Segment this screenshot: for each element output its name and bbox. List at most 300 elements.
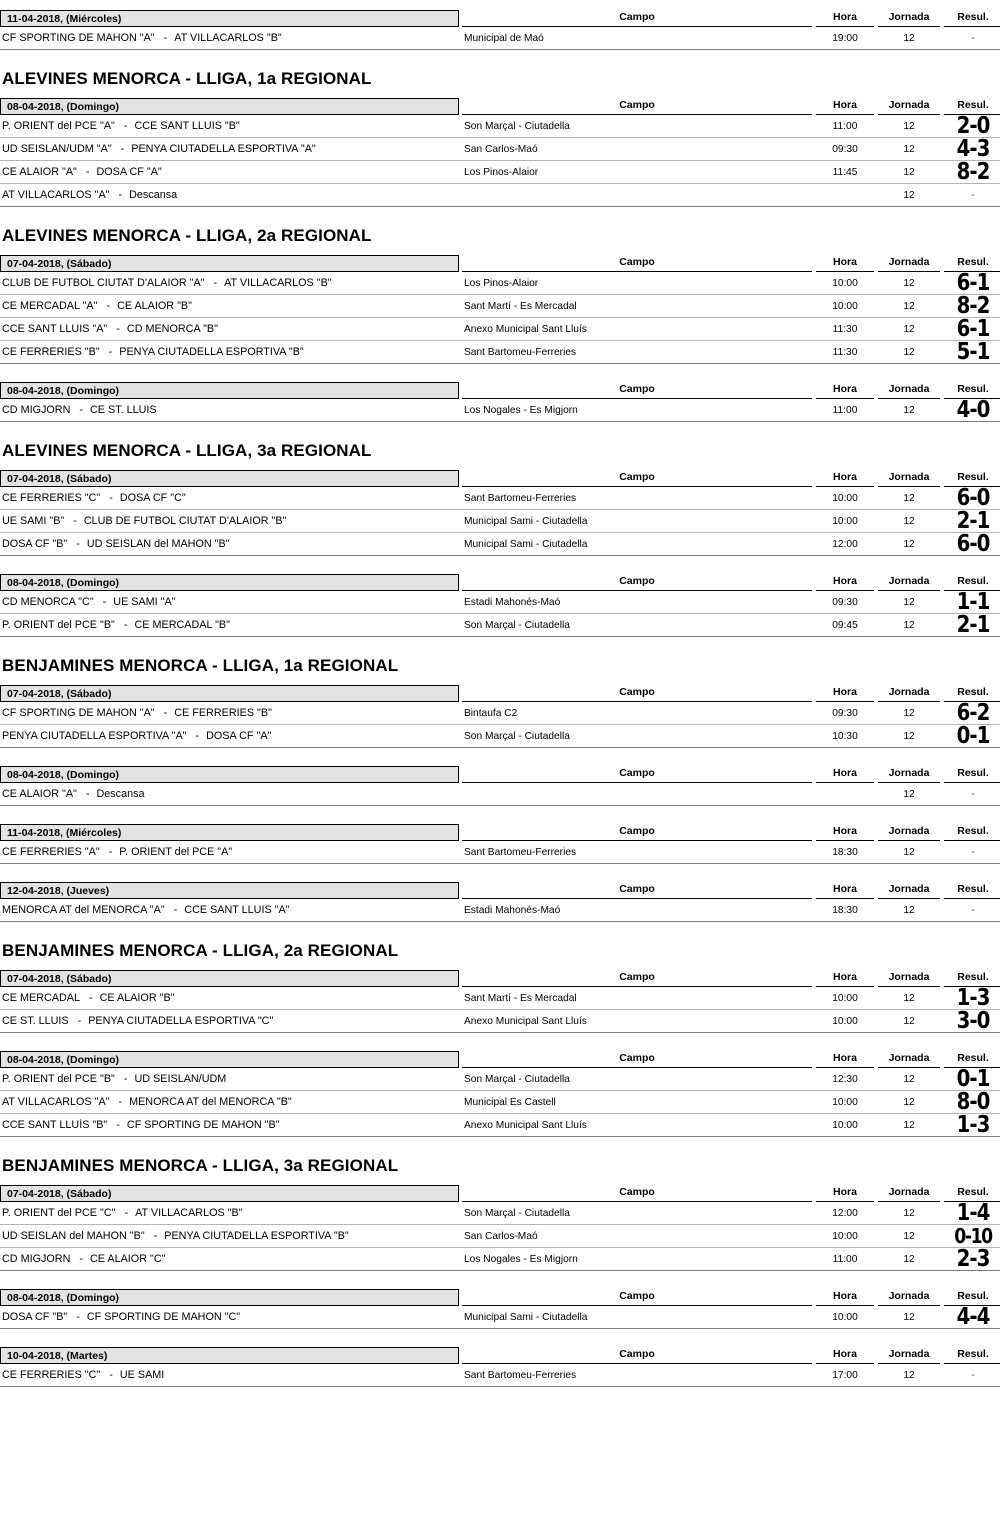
match-teams [0,120,459,132]
match-result: 6-1 [956,269,990,296]
match-result: 0-1 [956,1065,990,1092]
column-header-hora: Hora [816,98,874,115]
date-block-header [0,468,1000,487]
match-matchday: 12 [903,323,915,335]
vs-separator: - [79,404,83,416]
match-matchday: 12 [903,492,915,504]
vs-separator: - [123,619,128,631]
home-team: CD MIGJORN [2,404,71,416]
column-header-hora: Hora [816,1185,874,1202]
block-spacer [0,1033,1000,1049]
away-team: UE SAMI "A" [113,596,176,608]
column-header-campo: Campo [462,470,812,487]
match-venue: Son Marçal - Ciutadella [464,120,570,132]
match-venue: Municipal Sami - Ciutadella [464,538,588,550]
match-row [0,1088,1000,1115]
date-block-header [0,968,1000,987]
date-block-header [0,1287,1000,1306]
match-matchday: 12 [903,404,915,416]
column-header-jornada: Jornada [878,382,940,399]
match-result: - [971,1369,975,1381]
match-teams [0,1230,459,1242]
away-team: P. ORIENT del PCE "A" [119,846,233,858]
match-row [0,611,1000,638]
home-team: CE ALAIOR "A" [2,166,77,178]
section-title: ALEVINES MENORCA - LLIGA, 2a REGIONAL [2,226,372,245]
vs-separator: - [195,730,200,742]
match-row [0,588,1000,615]
match-result: 4-3 [956,135,990,162]
match-teams [0,1253,459,1265]
match-result: - [971,904,975,916]
match-matchday: 12 [903,1369,915,1381]
section-spacer [0,207,1000,219]
match-result: 1-3 [956,1111,990,1138]
vs-separator: - [89,992,93,1004]
away-team: CE MERCADAL "B" [134,619,230,631]
column-header-resul: Resul. [944,1347,1000,1364]
match-result: - [971,846,975,858]
top-spacer [0,0,1000,8]
vs-separator: - [116,1119,120,1131]
match-teams [0,323,459,335]
vs-separator: - [106,300,111,312]
match-venue: Los Nogales - Es Migjorn [464,1253,578,1265]
date-block [0,1183,1000,1271]
match-result: 2-0 [956,112,990,139]
match-matchday: 12 [903,300,915,312]
match-venue: Municipal Sami - Ciutadella [464,1311,588,1323]
away-team: CCE SANT LLUIS "B" [134,120,240,132]
column-header-campo: Campo [462,1051,812,1068]
away-team: AT VILLACARLOS "B" [135,1207,243,1219]
date-block [0,764,1000,806]
match-teams [0,515,459,527]
home-team: AT VILLACARLOS "A" [2,189,110,201]
column-header-jornada: Jornada [878,1289,940,1306]
column-header-resul: Resul. [944,824,1000,841]
column-header-campo: Campo [462,255,812,272]
match-venue: Son Marçal - Ciutadella [464,619,570,631]
match-venue: San Carlos-Maó [464,1230,538,1242]
match-teams [0,189,459,201]
match-time: 12:00 [832,1207,858,1219]
match-row [0,984,1000,1011]
match-result: 6-1 [956,315,990,342]
match-matchday: 12 [903,1207,915,1219]
match-time: 17:00 [832,1369,858,1381]
date-block [0,1287,1000,1329]
section-title: ALEVINES MENORCA - LLIGA, 1a REGIONAL [2,69,372,88]
match-row [0,184,1000,207]
column-header-jornada: Jornada [878,685,940,702]
column-header-resul: Resul. [944,1289,1000,1306]
column-header-hora: Hora [816,1289,874,1306]
date-block [0,1345,1000,1387]
match-row [0,315,1000,342]
away-team: CE ALAIOR "C" [90,1253,166,1265]
section-title: ALEVINES MENORCA - LLIGA, 3a REGIONAL [2,441,372,460]
match-teams [0,492,459,504]
vs-separator: - [76,538,80,550]
date-block [0,1049,1000,1137]
match-row [0,1199,1000,1226]
match-time: 10:00 [832,1230,858,1242]
match-venue: Anexo Municipal Sant Lluís [464,1119,587,1131]
date-block-header [0,1183,1000,1202]
match-teams [0,32,459,44]
column-header-hora: Hora [816,382,874,399]
away-team: AT VILLACARLOS "B" [224,277,332,289]
column-header-resul: Resul. [944,1051,1000,1068]
home-team: CE FERRERIES "A" [2,846,100,858]
match-teams [0,143,459,155]
vs-separator: - [213,277,218,289]
column-header-hora: Hora [816,766,874,783]
match-time: 11:45 [832,166,858,178]
match-time: 09:30 [832,707,858,719]
column-header-campo: Campo [462,1289,812,1306]
column-header-hora: Hora [816,10,874,27]
match-time: 10:00 [832,1311,858,1323]
away-team: DOSA CF "A" [96,166,162,178]
home-team: CCE SANT LLUÍS "B" [2,1119,108,1131]
match-venue: Son Marçal - Ciutadella [464,1073,570,1085]
column-header-hora: Hora [816,970,874,987]
date-block [0,380,1000,422]
match-matchday: 12 [903,143,915,155]
match-time: 18:30 [832,846,858,858]
home-team: CE MERCADAL "A" [2,300,98,312]
date-block-header [0,8,1000,27]
date-header: 10-04-2018, (Martes) [0,1347,459,1364]
home-team: UE SAMI "B" [2,515,65,527]
match-matchday: 12 [903,32,915,44]
home-team: CE MERCADAL [2,992,80,1004]
column-header-jornada: Jornada [878,1185,940,1202]
column-header-campo: Campo [462,882,812,899]
column-header-jornada: Jornada [878,766,940,783]
column-header-jornada: Jornada [878,1347,940,1364]
column-header-resul: Resul. [944,1185,1000,1202]
date-block-header [0,1049,1000,1068]
column-header-campo: Campo [462,574,812,591]
match-venue: Sant Bartomeu-Ferreries [464,346,577,358]
match-row [0,783,1000,806]
match-teams [0,904,459,916]
match-venue: Estadi Mahonés-Maó [464,904,561,916]
home-team: P. ORIENT del PCE "C" [2,1207,116,1219]
away-team: CF SPORTING DE MAHON "B" [126,1119,280,1131]
date-block-header [0,96,1000,115]
match-matchday: 12 [903,730,915,742]
home-team: CE FERRERIES "C" [2,492,101,504]
match-result: 4-0 [956,396,990,423]
home-team: CE FERRERIES "C" [2,1369,101,1381]
column-header-hora: Hora [816,685,874,702]
match-venue: San Carlos-Maó [464,143,538,155]
away-team: DOSA CF "A" [206,730,272,742]
match-time: 12:30 [832,1073,858,1085]
column-header-resul: Resul. [944,382,1000,399]
match-teams [0,788,459,800]
home-team: CF SPORTING DE MAHON "A" [2,707,155,719]
match-matchday: 12 [903,277,915,289]
date-header: 08-04-2018, (Domingo) [0,1289,459,1306]
home-team: AT VILLACARLOS "A" [2,1096,110,1108]
home-team: CF SPORTING DE MAHON "A" [2,32,155,44]
match-time: 19:00 [832,32,858,44]
vs-separator: - [173,904,178,916]
vs-separator: - [116,323,120,335]
match-time: 12:00 [832,538,858,550]
match-venue: Municipal de Maó [464,32,544,44]
section-title: BENJAMINES MENORCA - LLIGA, 2a REGIONAL [2,941,399,960]
match-row [0,1303,1000,1330]
vs-separator: - [108,346,113,358]
match-venue: Municipal Sami - Ciutadella [464,515,588,527]
match-result: 2-3 [956,1245,990,1272]
match-row [0,1007,1000,1034]
away-team: CE FERRERIES "B" [174,707,272,719]
match-matchday: 12 [903,346,915,358]
date-block [0,968,1000,1033]
match-row [0,899,1000,922]
match-matchday: 12 [903,189,915,201]
date-header: 07-04-2018, (Sábado) [0,255,459,272]
column-header-resul: Resul. [944,970,1000,987]
block-spacer [0,748,1000,764]
away-team: PENYA CIUTADELLA ESPORTIVA "C" [88,1015,274,1027]
column-header-jornada: Jornada [878,970,940,987]
match-row [0,1065,1000,1092]
column-header-resul: Resul. [944,255,1000,272]
match-result: 6-2 [956,699,990,726]
away-team: CE ALAIOR "B" [117,300,192,312]
home-team: MENORCA AT del MENORCA "A" [2,904,165,916]
vs-separator: - [118,1096,123,1108]
date-header: 12-04-2018, (Jueves) [0,882,459,899]
match-result: 1-1 [956,588,990,615]
column-header-campo: Campo [462,1347,812,1364]
match-venue: Los Pinos-Alaior [464,277,539,289]
vs-separator: - [108,846,113,858]
match-result: - [971,788,975,800]
date-header: 07-04-2018, (Sábado) [0,470,459,487]
date-header: 11-04-2018, (Miércoles) [0,10,459,27]
match-teams [0,1311,459,1323]
column-header-resul: Resul. [944,882,1000,899]
match-row [0,1225,1000,1248]
match-result: 8-2 [956,158,990,185]
match-time: 11:30 [832,346,858,358]
column-header-hora: Hora [816,574,874,591]
date-block [0,880,1000,922]
away-team: PENYA CIUTADELLA ESPORTIVA "A" [131,143,316,155]
match-matchday: 12 [903,846,915,858]
column-header-campo: Campo [462,98,812,115]
match-time: 10:00 [832,515,858,527]
match-result: 8-0 [956,1088,990,1115]
date-header: 08-04-2018, (Domingo) [0,1051,459,1068]
date-block-header [0,253,1000,272]
match-row [0,158,1000,185]
away-team: PENYA CIUTADELLA ESPORTIVA "B" [164,1230,349,1242]
column-header-resul: Resul. [944,766,1000,783]
home-team: UD SEISLAN/UDM "A" [2,143,112,155]
match-row [0,269,1000,296]
home-team: PENYA CIUTADELLA ESPORTIVA "A" [2,730,187,742]
date-header: 07-04-2018, (Sábado) [0,970,459,987]
home-team: DOSA CF "B" [2,1311,68,1323]
match-teams [0,538,459,550]
column-header-hora: Hora [816,1051,874,1068]
match-matchday: 12 [903,1015,915,1027]
vs-separator: - [163,707,168,719]
column-header-resul: Resul. [944,574,1000,591]
match-teams [0,166,459,178]
date-block-header [0,572,1000,591]
match-time: 10:00 [832,992,858,1004]
match-result: 3-0 [956,1007,990,1034]
date-block-header [0,380,1000,399]
match-matchday: 12 [903,538,915,550]
match-result: 2-1 [956,507,990,534]
block-spacer [0,864,1000,880]
match-venue: Sant Martí - Es Mercadal [464,992,577,1004]
away-team: MENORCA AT del MENORCA "B" [129,1096,292,1108]
column-header-resul: Resul. [944,10,1000,27]
match-venue: Son Marçal - Ciutadella [464,730,570,742]
home-team: CLUB DE FUTBOL CIUTAT D'ALAIOR "A" [2,277,205,289]
date-header: 08-04-2018, (Domingo) [0,574,459,591]
vs-separator: - [163,32,168,44]
home-team: CD MENORCA "C" [2,596,94,608]
match-teams [0,1119,459,1131]
match-matchday: 12 [903,1253,915,1265]
match-time: 11:30 [832,323,858,335]
match-time: 09:45 [832,619,858,631]
column-header-jornada: Jornada [878,824,940,841]
match-matchday: 12 [903,1073,915,1085]
match-venue: Los Pinos-Alaior [464,166,539,178]
block-spacer [0,1271,1000,1287]
away-team: CE ALAIOR "B" [99,992,175,1004]
column-header-hora: Hora [816,1347,874,1364]
match-teams [0,619,459,631]
home-team: CCE SANT LLUIS "A" [2,323,108,335]
column-header-hora: Hora [816,470,874,487]
block-spacer [0,1329,1000,1345]
date-header: 08-04-2018, (Domingo) [0,382,459,399]
match-result: 6-0 [956,530,990,557]
home-team: P. ORIENT del PCE "B" [2,619,115,631]
match-time: 11:00 [832,1253,858,1265]
vs-separator: - [76,1311,80,1323]
home-team: DOSA CF "B" [2,538,68,550]
match-venue: Anexo Municipal Sant Lluís [464,1015,587,1027]
match-time: 10:00 [832,1015,858,1027]
date-header: 07-04-2018, (Sábado) [0,685,459,702]
match-result: 1-3 [956,984,990,1011]
match-teams [0,1015,459,1027]
away-team: DOSA CF "C" [119,492,186,504]
date-block-header [0,764,1000,783]
match-result: - [971,32,975,44]
column-header-resul: Resul. [944,685,1000,702]
vs-separator: - [123,1073,128,1085]
home-team: P. ORIENT del PCE "B" [2,1073,115,1085]
match-teams [0,730,459,742]
date-header: 11-04-2018, (Miércoles) [0,824,459,841]
match-result: - [971,189,975,201]
match-result: 4-4 [956,1303,990,1330]
date-header: 07-04-2018, (Sábado) [0,1185,459,1202]
vs-separator: - [120,143,125,155]
match-teams [0,846,459,858]
away-team: UD SEISLAN del MAHON "B" [86,538,230,550]
vs-separator: - [153,1230,158,1242]
match-venue: Bintaufa C2 [464,707,518,719]
section-title: BENJAMINES MENORCA - LLIGA, 3a REGIONAL [2,1156,399,1175]
date-block [0,96,1000,207]
vs-separator: - [109,1369,113,1381]
vs-separator: - [85,166,90,178]
vs-separator: - [118,189,123,201]
section-spacer [0,637,1000,649]
block-spacer [0,556,1000,572]
column-header-resul: Resul. [944,98,1000,115]
match-result: 1-4 [956,1199,990,1226]
match-result: 5-1 [956,338,990,365]
match-matchday: 12 [903,619,915,631]
away-team: CF SPORTING DE MAHON "C" [86,1311,241,1323]
away-team: UD SEISLAN/UDM [134,1073,227,1085]
column-header-campo: Campo [462,824,812,841]
match-matchday: 12 [903,166,915,178]
match-time: 10:00 [832,1096,858,1108]
date-header: 08-04-2018, (Domingo) [0,766,459,783]
match-row [0,112,1000,139]
date-block [0,683,1000,748]
column-header-jornada: Jornada [878,1051,940,1068]
match-teams [0,596,459,608]
match-row [0,1364,1000,1387]
match-venue: Los Nogales - Es Migjorn [464,404,578,416]
match-matchday: 12 [903,1119,915,1131]
block-spacer [0,364,1000,380]
column-header-hora: Hora [816,255,874,272]
match-matchday: 12 [903,120,915,132]
home-team: CE ALAIOR "A" [2,788,77,800]
away-team: CLUB DE FUTBOL CIUTAT D'ALAIOR "B" [83,515,287,527]
column-header-jornada: Jornada [878,10,940,27]
match-row [0,530,1000,557]
match-time: 10:00 [832,1119,858,1131]
match-result: 8-2 [956,292,990,319]
column-header-jornada: Jornada [878,574,940,591]
match-result: 0-10 [954,1223,992,1248]
match-time: 10:00 [832,300,858,312]
column-header-jornada: Jornada [878,470,940,487]
match-matchday: 12 [903,596,915,608]
match-time: 09:30 [832,143,858,155]
match-teams [0,404,459,416]
match-time: 10:30 [832,730,858,742]
column-header-resul: Resul. [944,470,1000,487]
column-header-jornada: Jornada [878,255,940,272]
match-time: 11:00 [832,404,858,416]
